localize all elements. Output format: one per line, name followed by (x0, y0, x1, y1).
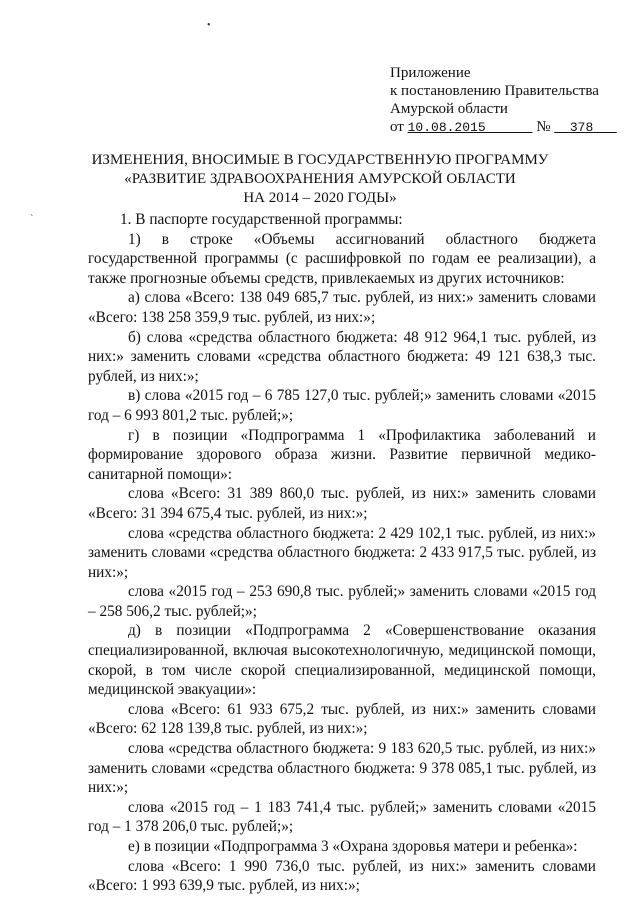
paragraph: д) в позиции «Подпрограмма 2 «Совершенствование оказания специализированной, включая высокотехнологичную, медицинской помощи, скорой, в том числе скорой специализированной, медицинской помощи, медицинской эвакуации»: (88, 622, 596, 699)
annex-number-label: № (536, 119, 551, 135)
paragraph: слова «Всего: 61 933 675,2 тыс. рублей, из них:» заменить словами «Всего: 62 128 139,8 тыс. рублей, из них:»; (88, 700, 596, 738)
paragraph: 1. В паспорте государственной программы: (120, 211, 403, 228)
paragraph: е) в позиции «Подпрограмма 3 «Охрана здоровья матери и ребенка»: (128, 838, 578, 855)
paragraph: в) слова «2015 год – 6 785 127,0 тыс. рублей;» заменить словами «2015 год – 6 993 801,2 тыс. рублей;»; (88, 387, 596, 424)
annex-decree: к постановлению Правительства (390, 83, 599, 99)
annex-title: Приложение (390, 65, 471, 81)
annex-from-label: от (390, 119, 404, 135)
paragraph: слова «2015 год – 253 690,8 тыс. рублей;» заменить словами «2015 год – 258 506,2 тыс. рублей;»; (88, 583, 596, 620)
document-body (88, 210, 596, 896)
annex-block (390, 64, 617, 137)
scan-mark: • (207, 20, 211, 31)
annex-region: Амурской области (390, 101, 508, 117)
paragraph: а) слова «Всего: 138 049 685,7 тыс. рублей, из них:» заменить словами «Всего: 138 258 359,9 тыс. рублей, из них:»; (88, 289, 596, 326)
paragraph: слова «Всего: 31 389 860,0 тыс. рублей, из них:» заменить словами «Всего: 31 394 675,4 тыс. рублей, из них:»; (88, 485, 596, 522)
title-line-1: ИЗМЕНЕНИЯ, ВНОСИМЫЕ В ГОСУДАРСТВЕННУЮ ПРОГРАММУ (91, 152, 549, 168)
paragraph: г) в позиции «Подпрограмма 1 «Профилактика заболеваний и формирование здорового образа жизни. Развитие первичной медико-санитарной помощи»: (88, 426, 596, 483)
title-line-3: НА 2014 – 2020 ГОДЫ» (243, 190, 397, 206)
annex-date-underline (486, 120, 533, 135)
paragraph: слова «средства областного бюджета: 9 183 620,5 тыс. рублей, из них:» заменить словами «средства областного бюджета: 9 378 085,1 тыс. рублей, из них:»; (88, 740, 596, 797)
paragraph: слова «средства областного бюджета: 2 429 102,1 тыс. рублей, из них:» заменить словами «средства областного бюджета: 2 433 917,5 тыс. рублей, из них:»; (88, 524, 596, 581)
title-line-2: «РАЗВИТИЕ ЗДРАВООХРАНЕНИЯ АМУРСКОЙ ОБЛАСТИ (124, 171, 516, 187)
scan-mark: ` (30, 214, 34, 225)
document-title (0, 151, 640, 208)
annex-date-line (390, 118, 617, 137)
annex-number: 378 (569, 120, 594, 135)
annex-date: 10.08.2015 (407, 120, 486, 135)
paragraph: слова «2015 год – 1 183 741,4 тыс. рублей;» заменить словами «2015 год – 1 378 206,0 тыс. рублей;»; (88, 798, 596, 836)
paragraph: слова «Всего: 1 990 736,0 тыс. рублей, из них:» заменить словами «Всего: 1 993 639,9 тыс. рублей, из них:»; (88, 857, 596, 895)
paragraph: 1) в строке «Объемы ассигнований областного бюджета государственной программы (с расшифровкой по годам ее реализации), а также прогнозные объемы средств, привлекаемых из других источников: (88, 230, 596, 287)
paragraph: б) слова «средства областного бюджета: 48 912 964,1 тыс. рублей, из них:» заменить словами «средства областного бюджета: 49 121 638,3 тыс. рублей, из них:»; (88, 328, 596, 385)
